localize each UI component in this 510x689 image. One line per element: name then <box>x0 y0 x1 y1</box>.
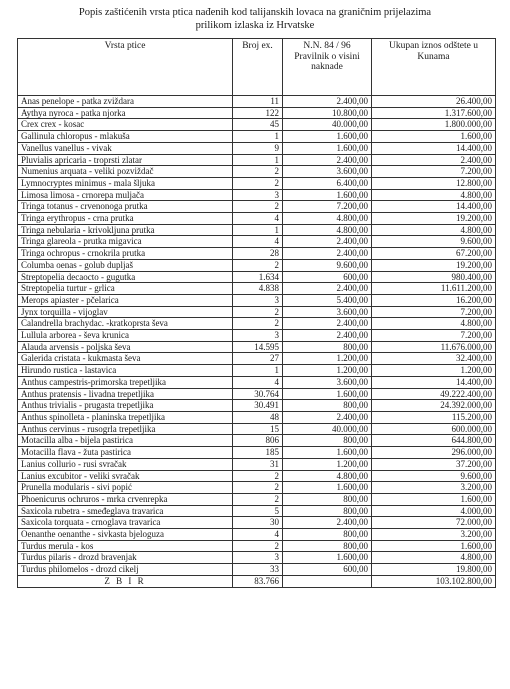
total-cell: 644.800,00 <box>372 435 496 447</box>
value-cell: 800,00 <box>283 493 372 505</box>
species-cell: Prunella modularis - sivi popić <box>18 482 233 494</box>
total-cell: 1.317.600,00 <box>372 107 496 119</box>
count-cell: 33 <box>233 564 283 576</box>
value-cell: 800,00 <box>283 540 372 552</box>
table-row <box>18 341 496 353</box>
total-cell: 3.200,00 <box>372 529 496 541</box>
count-cell: 4 <box>233 529 283 541</box>
total-cell: 9.600,00 <box>372 470 496 482</box>
table-row <box>18 271 496 283</box>
table-row <box>18 470 496 482</box>
table-row <box>18 540 496 552</box>
value-cell: 600,00 <box>283 271 372 283</box>
table-row <box>18 224 496 236</box>
count-cell: 30.764 <box>233 388 283 400</box>
value-cell: 800,00 <box>283 529 372 541</box>
total-cell: 24.392.000,00 <box>372 400 496 412</box>
total-cell: 32.400,00 <box>372 353 496 365</box>
count-cell: 2 <box>233 482 283 494</box>
count-cell: 122 <box>233 107 283 119</box>
count-cell: 2 <box>233 540 283 552</box>
species-cell: Anthus spinolleta - planinska trepetljika <box>18 411 233 423</box>
species-cell: Streptopelia decaocto - gugutka <box>18 271 233 283</box>
total-cell: 1.600,00 <box>372 540 496 552</box>
total-cell: 16.200,00 <box>372 294 496 306</box>
species-cell: Motacilla flava - žuta pastirica <box>18 447 233 459</box>
table-header-row <box>18 39 496 96</box>
value-cell: 10.800,00 <box>283 107 372 119</box>
value-cell: 600,00 <box>283 564 372 576</box>
species-cell: Turdus merula - kos <box>18 540 233 552</box>
count-cell: 3 <box>233 330 283 342</box>
species-cell: Merops apiaster - pčelarica <box>18 294 233 306</box>
table-row <box>18 259 496 271</box>
table-row <box>18 330 496 342</box>
value-cell: 800,00 <box>283 505 372 517</box>
total-cell: 115.200,00 <box>372 411 496 423</box>
value-cell: 2.400,00 <box>283 236 372 248</box>
table-body <box>18 96 496 588</box>
species-cell: Lanius collurio - rusi svračak <box>18 458 233 470</box>
value-cell: 40.000,00 <box>283 119 372 131</box>
total-cell: 19.800,00 <box>372 564 496 576</box>
table-row <box>18 107 496 119</box>
total-cell: 11.611.200,00 <box>372 283 496 295</box>
species-cell: Anthus trivialis - prugasta trepetljika <box>18 400 233 412</box>
count-cell: 2 <box>233 318 283 330</box>
value-cell: 800,00 <box>283 400 372 412</box>
title-line-1: Popis zaštićenih vrsta ptica nađenih kod talijanskih lovaca na graničnim prijelazima <box>78 7 432 18</box>
count-cell: 1 <box>233 365 283 377</box>
table-row <box>18 131 496 143</box>
species-cell: Hirundo rustica - lastavica <box>18 365 233 377</box>
value-cell: 3.600,00 <box>283 306 372 318</box>
table-row <box>18 505 496 517</box>
total-cell: 296.000,00 <box>372 447 496 459</box>
value-cell: 6.400,00 <box>283 177 372 189</box>
table-row <box>18 482 496 494</box>
total-cell: 11.676.000,00 <box>372 341 496 353</box>
count-cell: 30 <box>233 517 283 529</box>
count-cell: 45 <box>233 119 283 131</box>
count-cell: 3 <box>233 552 283 564</box>
count-cell: 3 <box>233 189 283 201</box>
table-row <box>18 248 496 260</box>
table-row <box>18 435 496 447</box>
table-row <box>18 423 496 435</box>
value-cell: 800,00 <box>283 341 372 353</box>
species-cell: Alauda arvensis - poljska ševa <box>18 341 233 353</box>
table-row <box>18 201 496 213</box>
count-cell: 1 <box>233 154 283 166</box>
table-row <box>18 411 496 423</box>
species-cell: Aythya nyroca - patka njorka <box>18 107 233 119</box>
total-cell: 7.200,00 <box>372 166 496 178</box>
value-cell: 2.400,00 <box>283 96 372 108</box>
total-cell: 4.800,00 <box>372 318 496 330</box>
sum-empty-cell <box>283 575 372 587</box>
table-row <box>18 294 496 306</box>
count-cell: 48 <box>233 411 283 423</box>
total-cell: 1.200,00 <box>372 365 496 377</box>
table-row <box>18 306 496 318</box>
header-species: Vrsta ptice <box>18 39 233 96</box>
value-cell: 800,00 <box>283 435 372 447</box>
sum-total: 103.102.800,00 <box>372 575 496 587</box>
table-row <box>18 318 496 330</box>
value-cell: 4.800,00 <box>283 224 372 236</box>
count-cell: 2 <box>233 306 283 318</box>
total-cell: 1.800.000,00 <box>372 119 496 131</box>
species-cell: Lullula arborea - ševa krunica <box>18 330 233 342</box>
value-cell: 1.600,00 <box>283 142 372 154</box>
count-cell: 1 <box>233 131 283 143</box>
value-cell: 1.600,00 <box>283 447 372 459</box>
total-cell: 4.800,00 <box>372 189 496 201</box>
species-cell: Jynx torquilla - vijoglav <box>18 306 233 318</box>
value-cell: 2.400,00 <box>283 154 372 166</box>
value-cell: 1.600,00 <box>283 131 372 143</box>
table-row <box>18 376 496 388</box>
total-cell: 1.600,00 <box>372 493 496 505</box>
count-cell: 2 <box>233 259 283 271</box>
table-row <box>18 119 496 131</box>
species-cell: Pluvialis apricaria - troprsti zlatar <box>18 154 233 166</box>
table-row <box>18 154 496 166</box>
table-row <box>18 388 496 400</box>
count-cell: 2 <box>233 470 283 482</box>
value-cell: 3.600,00 <box>283 166 372 178</box>
value-cell: 1.200,00 <box>283 353 372 365</box>
species-cell: Galerida cristata - kukmasta ševa <box>18 353 233 365</box>
total-cell: 7.200,00 <box>372 306 496 318</box>
species-cell: Saxicola rubetra - smeđeglava travarica <box>18 505 233 517</box>
total-cell: 4.800,00 <box>372 552 496 564</box>
count-cell: 4 <box>233 236 283 248</box>
count-cell: 4 <box>233 376 283 388</box>
value-cell: 7.200,00 <box>283 201 372 213</box>
species-cell: Lanius excubitor - veliki svračak <box>18 470 233 482</box>
count-cell: 4 <box>233 213 283 225</box>
total-cell: 2.400,00 <box>372 154 496 166</box>
value-cell: 1.600,00 <box>283 552 372 564</box>
total-cell: 3.200,00 <box>372 482 496 494</box>
total-cell: 7.200,00 <box>372 330 496 342</box>
table-row <box>18 353 496 365</box>
header-count: Broj ex. <box>233 39 283 96</box>
value-cell: 3.600,00 <box>283 376 372 388</box>
table-row <box>18 564 496 576</box>
count-cell: 1 <box>233 224 283 236</box>
species-cell: Tringa totanus - crvenonoga prutka <box>18 201 233 213</box>
value-cell: 1.200,00 <box>283 365 372 377</box>
total-cell: 4.800,00 <box>372 224 496 236</box>
table-row <box>18 213 496 225</box>
value-cell: 1.600,00 <box>283 482 372 494</box>
total-cell: 14.400,00 <box>372 201 496 213</box>
value-cell: 1.600,00 <box>283 388 372 400</box>
species-cell: Crex crex - kosac <box>18 119 233 131</box>
total-cell: 19.200,00 <box>372 259 496 271</box>
total-cell: 12.800,00 <box>372 177 496 189</box>
count-cell: 2 <box>233 166 283 178</box>
document-title <box>0 6 510 32</box>
species-cell: Anthus campestris-primorska trepetljika <box>18 376 233 388</box>
value-cell: 2.400,00 <box>283 330 372 342</box>
sum-count: 83.766 <box>233 575 283 587</box>
count-cell: 806 <box>233 435 283 447</box>
total-cell: 1.600,00 <box>372 131 496 143</box>
table-row <box>18 177 496 189</box>
table-row <box>18 365 496 377</box>
title-line-2: prilikom izlaska iz Hrvatske <box>195 20 315 31</box>
species-cell: Anas penelope - patka zviždara <box>18 96 233 108</box>
species-cell: Vanellus vanellus - vivak <box>18 142 233 154</box>
total-cell: 14.400,00 <box>372 376 496 388</box>
total-cell: 9.600,00 <box>372 236 496 248</box>
species-cell: Streptopelia turtur - grlica <box>18 283 233 295</box>
species-cell: Tringa ochropus - crnokrila prutka <box>18 248 233 260</box>
total-cell: 37.200,00 <box>372 458 496 470</box>
table-row <box>18 166 496 178</box>
species-cell: Numenius arquata - veliki pozviždač <box>18 166 233 178</box>
total-cell: 49.222.400,00 <box>372 388 496 400</box>
value-cell: 9.600,00 <box>283 259 372 271</box>
species-cell: Tringa glareola - prutka migavica <box>18 236 233 248</box>
value-cell: 40.000,00 <box>283 423 372 435</box>
count-cell: 2 <box>233 201 283 213</box>
value-cell: 2.400,00 <box>283 517 372 529</box>
total-cell: 600.000,00 <box>372 423 496 435</box>
species-cell: Limosa limosa - crnorepa muljača <box>18 189 233 201</box>
species-cell: Lymnocryptes minimus - mala šljuka <box>18 177 233 189</box>
count-cell: 9 <box>233 142 283 154</box>
species-cell: Tringa erythropus - crna prutka <box>18 213 233 225</box>
species-cell: Anthus cervinus - rusogrla trepetljika <box>18 423 233 435</box>
value-cell: 2.400,00 <box>283 248 372 260</box>
table-row <box>18 96 496 108</box>
species-cell: Turdus philomelos - drozd cikelj <box>18 564 233 576</box>
species-cell: Oenanthe oenanthe - sivkasta bjeloguza <box>18 529 233 541</box>
count-cell: 31 <box>233 458 283 470</box>
value-cell: 4.800,00 <box>283 470 372 482</box>
count-cell: 2 <box>233 493 283 505</box>
count-cell: 11 <box>233 96 283 108</box>
value-cell: 1.200,00 <box>283 458 372 470</box>
sum-label: Z B I R <box>18 575 233 587</box>
total-cell: 72.000,00 <box>372 517 496 529</box>
total-cell: 26.400,00 <box>372 96 496 108</box>
species-cell: Gallinula chloropus - mlakuša <box>18 131 233 143</box>
table-row <box>18 458 496 470</box>
header-total: Ukupan iznos odštete u Kunama <box>372 39 496 96</box>
sum-row <box>18 575 496 587</box>
total-cell: 4.000,00 <box>372 505 496 517</box>
count-cell: 28 <box>233 248 283 260</box>
value-cell: 2.400,00 <box>283 318 372 330</box>
species-table <box>17 38 496 588</box>
table-row <box>18 447 496 459</box>
value-cell: 2.400,00 <box>283 411 372 423</box>
table-row <box>18 529 496 541</box>
species-cell: Calandrella brachydac. -kratkoprsta ševa <box>18 318 233 330</box>
species-cell: Saxicola torquata - crnoglava travarica <box>18 517 233 529</box>
total-cell: 67.200,00 <box>372 248 496 260</box>
species-cell: Tringa nebularia - krivokljuna prutka <box>18 224 233 236</box>
value-cell: 4.800,00 <box>283 213 372 225</box>
value-cell: 2.400,00 <box>283 283 372 295</box>
species-cell: Anthus pratensis - livadna trepetljika <box>18 388 233 400</box>
total-cell: 19.200,00 <box>372 213 496 225</box>
species-cell: Phoenicurus ochruros - mrka crvenrepka <box>18 493 233 505</box>
table-row <box>18 283 496 295</box>
count-cell: 15 <box>233 423 283 435</box>
count-cell: 1.634 <box>233 271 283 283</box>
table-row <box>18 189 496 201</box>
table-row <box>18 400 496 412</box>
table-row <box>18 493 496 505</box>
table-row <box>18 142 496 154</box>
count-cell: 27 <box>233 353 283 365</box>
species-cell: Motacilla alba - bijela pastirica <box>18 435 233 447</box>
value-cell: 5.400,00 <box>283 294 372 306</box>
count-cell: 14.595 <box>233 341 283 353</box>
count-cell: 3 <box>233 294 283 306</box>
count-cell: 30.491 <box>233 400 283 412</box>
count-cell: 4.838 <box>233 283 283 295</box>
count-cell: 2 <box>233 177 283 189</box>
total-cell: 980.400,00 <box>372 271 496 283</box>
table-row <box>18 517 496 529</box>
value-cell: 1.600,00 <box>283 189 372 201</box>
species-cell: Columba oenas - golub dupljaš <box>18 259 233 271</box>
species-cell: Turdus pilaris - drozd bravenjak <box>18 552 233 564</box>
count-cell: 5 <box>233 505 283 517</box>
total-cell: 14.400,00 <box>372 142 496 154</box>
header-value: N.N. 84 / 96 Pravilnik o visini naknade <box>283 39 372 96</box>
table-row <box>18 236 496 248</box>
table-row <box>18 552 496 564</box>
count-cell: 185 <box>233 447 283 459</box>
